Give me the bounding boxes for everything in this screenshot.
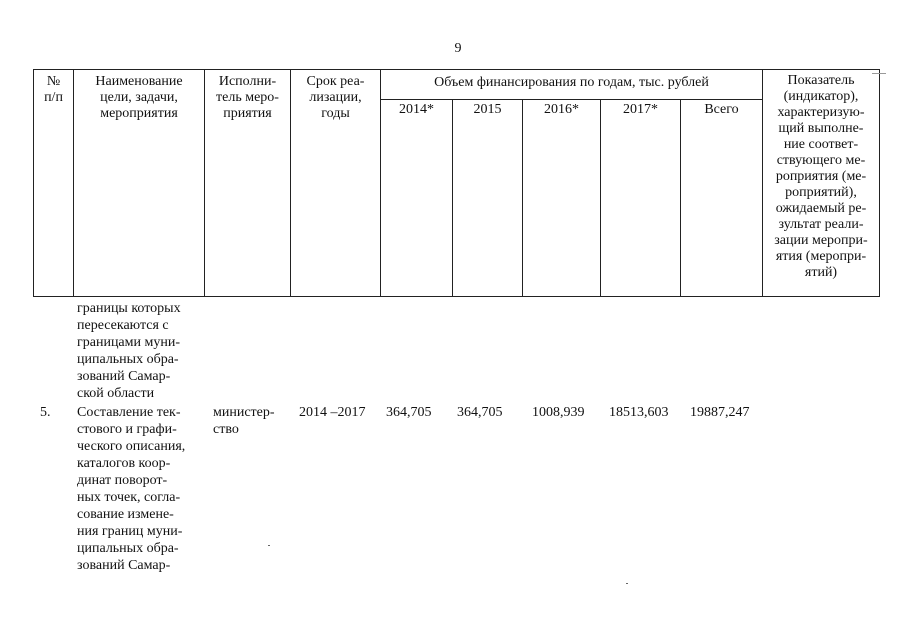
header-top-border	[33, 69, 880, 70]
row-value-2016: 1008,939	[532, 405, 585, 420]
row-value-2017: 18513,603	[609, 405, 669, 420]
scan-speck	[872, 73, 886, 74]
header-col-term: Срок реа- лизации, годы	[306, 74, 365, 121]
header-year-2014: 2014*	[399, 102, 434, 117]
header-col-funding: Объем финансирования по годам, тыс. рублей	[434, 75, 709, 90]
header-bottom-border	[33, 296, 880, 297]
row-term: 2014 –2017	[299, 405, 366, 420]
header-col-name: Наименование цели, задачи, мероприятия	[95, 74, 183, 121]
row-number: 5.	[40, 405, 51, 420]
scan-speck	[626, 583, 628, 584]
header-col-number: № п/п	[44, 74, 63, 105]
header-year-2015: 2015	[473, 102, 502, 117]
col-border-7	[600, 99, 601, 297]
funding-subheader-border	[380, 99, 762, 100]
header-col-executor: Исполни- тель меро- приятия	[216, 74, 279, 121]
continuation-text: границы которых пересекаются с границами муни- ципальных обра- зований Самар- ской области	[77, 301, 181, 401]
row-name: Составление тек- стового и графи- ческого описания, каталогов коор- динат поворот- ных точек, согла- сование измене- ния границ муни- ципальных обра- зований Самар-	[77, 405, 186, 573]
page-number: 9	[454, 41, 462, 56]
col-border-6	[522, 99, 523, 297]
header-year-2016: 2016*	[544, 102, 579, 117]
col-border-5	[452, 99, 453, 297]
header-col-indicator: Показатель (индикатор), характеризую- щий выполне- ние соответ- ствующего ме- роприятия (ме- роприятий), ожидаемый ре- зультат реали- зации меропри- ятия (меропри- ятий)	[774, 73, 868, 280]
row-value-2015: 364,705	[457, 405, 503, 420]
row-executor: министер- ство	[213, 405, 275, 437]
col-border-8	[680, 99, 681, 297]
row-value-total: 19887,247	[690, 405, 750, 420]
scan-speck	[268, 545, 270, 546]
header-year-2017: 2017*	[623, 102, 658, 117]
header-total: Всего	[704, 102, 739, 117]
row-value-2014: 364,705	[386, 405, 432, 420]
col-border-right	[879, 69, 880, 297]
